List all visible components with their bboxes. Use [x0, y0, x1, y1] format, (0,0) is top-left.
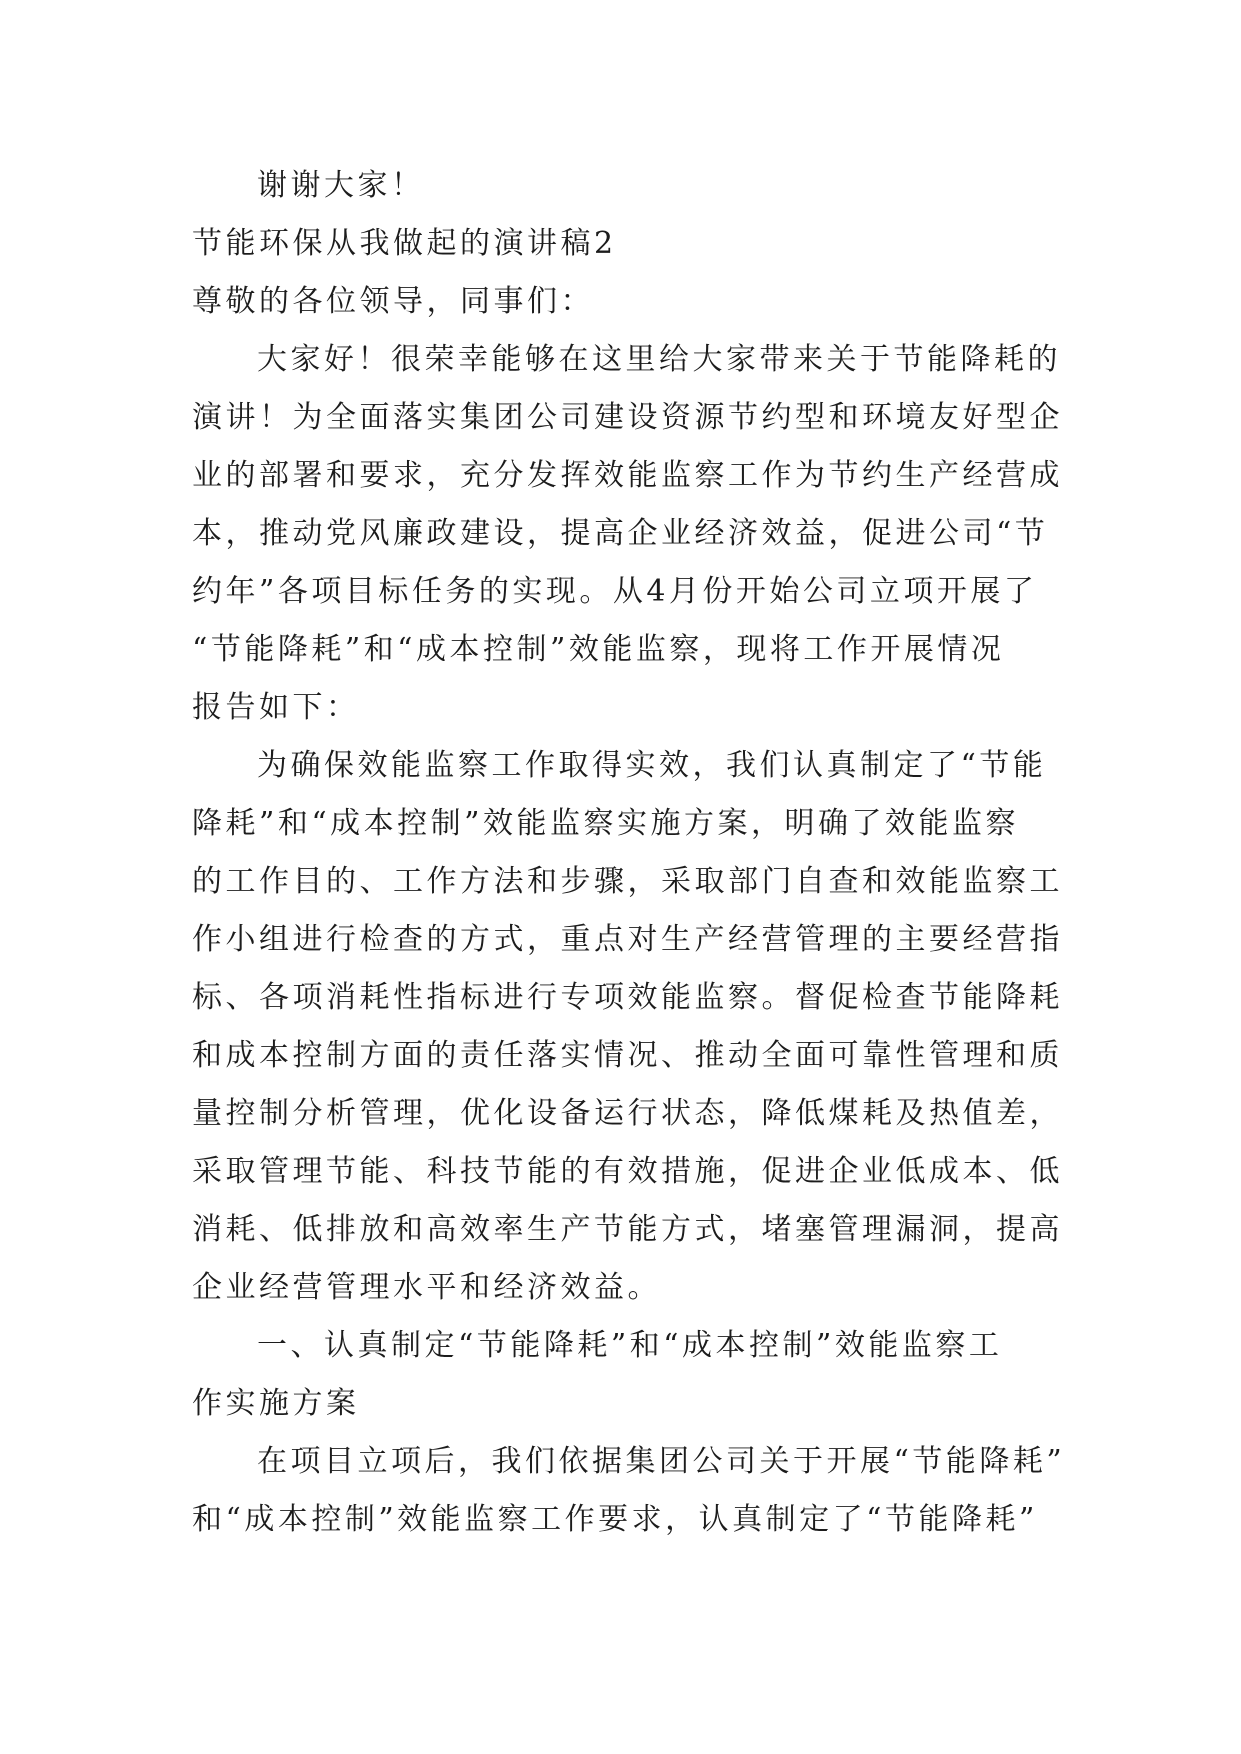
body-line: 业的部署和要求，充分发挥效能监察工作为节约生产经营成 [192, 458, 1063, 493]
body-line: 消耗、低排放和高效率生产节能方式，堵塞管理漏洞，提高 [192, 1212, 1063, 1247]
body-line: 作小组进行检查的方式，重点对生产经营管理的主要经营指 [192, 922, 1063, 957]
body-line: 和成本控制方面的责任落实情况、推动全面可靠性管理和质 [192, 1038, 1063, 1073]
body-line: 标、各项消耗性指标进行专项效能监察。督促检查节能降耗 [192, 980, 1063, 1015]
body-line: 企业经营管理水平和经济效益。 [192, 1270, 661, 1305]
body-line: 量控制分析管理，优化设备运行状态，降低煤耗及热值差， [192, 1096, 1063, 1131]
body-line: 降耗”和“成本控制”效能监察实施方案，明确了效能监察 [192, 806, 1020, 841]
body-line: “节能降耗”和“成本控制”效能监察，现将工作开展情况 [192, 632, 1005, 667]
salutation: 尊敬的各位领导，同事们： [192, 284, 594, 319]
body-line: 采取管理节能、科技节能的有效措施，促进企业低成本、低 [192, 1154, 1063, 1189]
body-line: 在项目立项后，我们依据集团公司关于开展“节能降耗” [257, 1444, 1066, 1479]
body-line: 的工作目的、工作方法和步骤，采取部门自查和效能监察工 [192, 864, 1063, 899]
closing-line: 谢谢大家！ [257, 168, 425, 203]
body-line: 本，推动党风廉政建设，提高企业经济效益，促进公司“节 [192, 516, 1049, 551]
body-line: 和“成本控制”效能监察工作要求，认真制定了“节能降耗” [192, 1502, 1038, 1537]
body-line: 大家好！很荣幸能够在这里给大家带来关于节能降耗的 [257, 342, 1061, 377]
body-line: 报告如下： [192, 690, 360, 725]
body-line: 为确保效能监察工作取得实效，我们认真制定了“节能 [257, 748, 1047, 783]
body-line: 约年”各项目标任务的实现。从4月份开始公司立项开展了 [192, 574, 1038, 609]
section-heading: 一、认真制定“节能降耗”和“成本控制”效能监察工 [257, 1328, 1003, 1363]
speech-title: 节能环保从我做起的演讲稿2 [192, 226, 617, 261]
section-heading-cont: 作实施方案 [192, 1386, 360, 1421]
body-line: 演讲！为全面落实集团公司建设资源节约型和环境友好型企 [192, 400, 1063, 435]
